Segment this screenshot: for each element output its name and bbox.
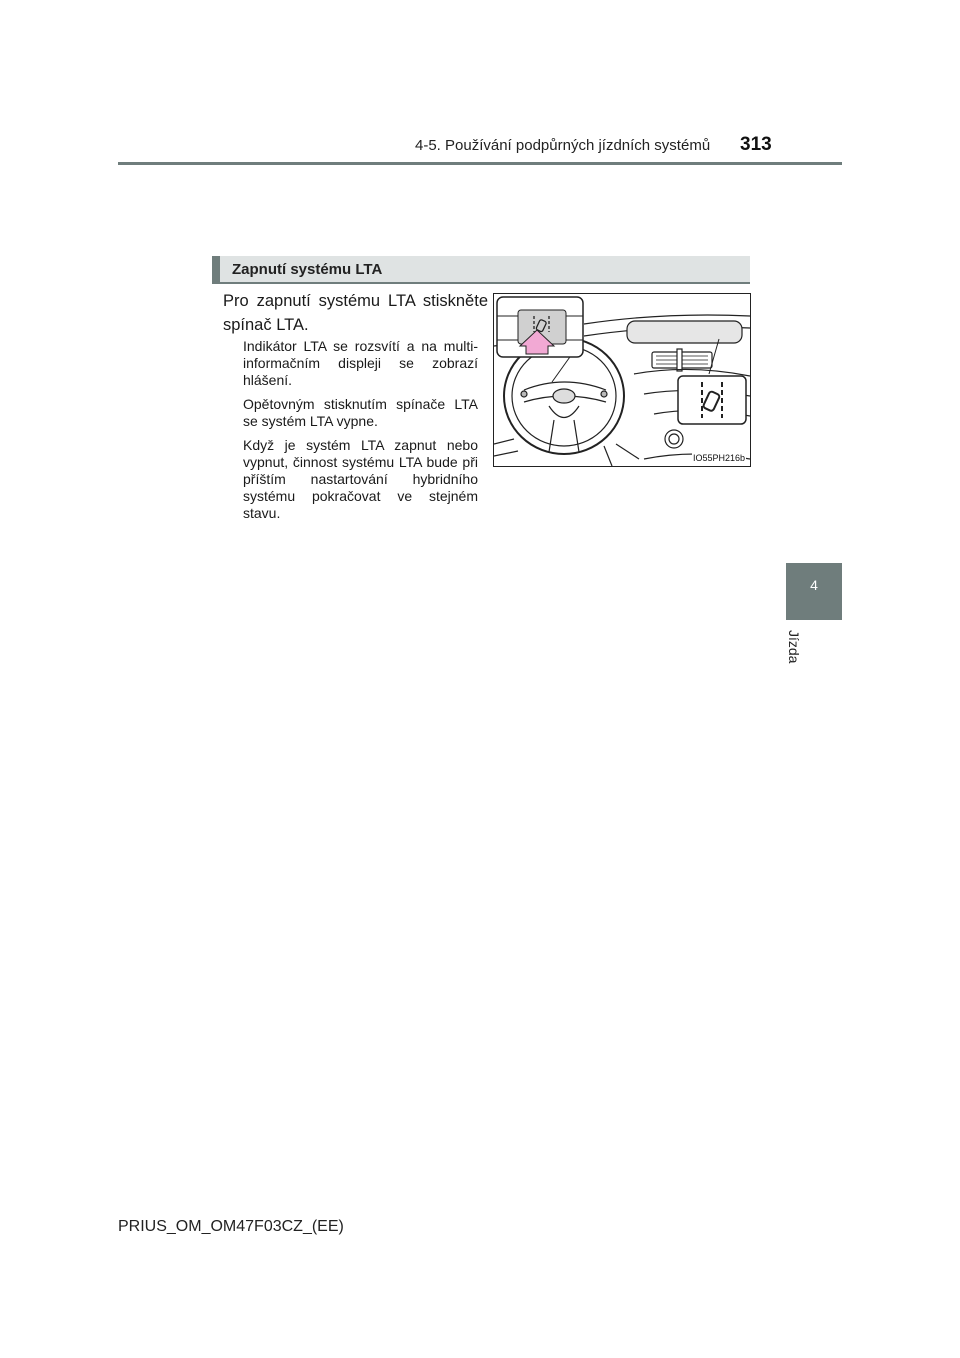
figure-code: IO55PH216b (692, 453, 745, 463)
chapter-number: 4 (810, 577, 818, 593)
footer-doc-id: PRIUS_OM_OM47F03CZ_(EE) (118, 1218, 344, 1235)
section-heading (212, 256, 750, 284)
dashboard-drawing (494, 294, 750, 466)
page-number: 313 (740, 134, 772, 155)
lta-switch-inset (497, 297, 583, 357)
dashboard-illustration (493, 293, 751, 467)
note-state-memory: Když je systém LTA zapnut nebo vypnut, činnost systému LTA bude při příštím nastartování hybridního systému pokračovat ve stejném stavu. (243, 437, 478, 521)
header-rule (118, 162, 842, 165)
lta-indicator-inset (678, 376, 746, 424)
note-indicator: Indikátor LTA se rozsvítí a na multi-informačním displeji se zobrazí hlášení. (243, 338, 478, 388)
section-heading-text: Zapnutí systému LTA (232, 261, 383, 278)
note-switch-off: Opětovným stisknutím spínače LTA se systém LTA vypne. (243, 396, 478, 429)
header-section-title: 4-5. Používání podpůrných jízdních systémů (415, 137, 711, 154)
chapter-label: Jízda (786, 630, 802, 664)
intro-paragraph: Pro zapnutí systému LTA stiskněte spínač LTA. (223, 292, 488, 334)
chapter-label-wrap (786, 630, 806, 680)
